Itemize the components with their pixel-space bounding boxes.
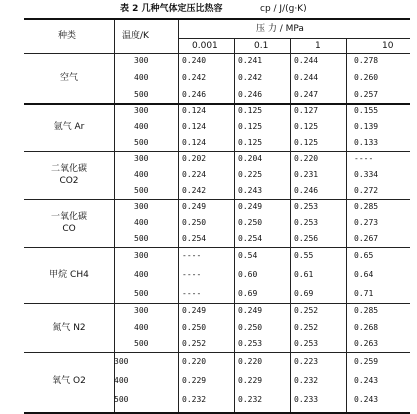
temperature-cell: 500 (114, 395, 129, 405)
column-rule (290, 38, 291, 412)
value-cell: 0.125 (294, 138, 319, 147)
value-cell: 0.254 (238, 234, 263, 243)
temperature-cell: 300 (134, 56, 149, 66)
value-cell: 0.223 (294, 356, 319, 366)
value-cell: 0.224 (182, 170, 207, 179)
value-cell: 0.244 (294, 56, 319, 66)
temperature-cell: 500 (134, 338, 149, 348)
value-cell: ---- (354, 154, 374, 163)
value-cell: 0.249 (238, 202, 263, 211)
value-cell: 0.253 (294, 218, 319, 227)
column-rule (178, 20, 179, 412)
value-cell: 0.246 (294, 186, 319, 195)
temperature-cell: 400 (134, 322, 149, 332)
value-cell: 0.64 (354, 270, 374, 279)
value-cell: 0.242 (182, 186, 207, 195)
value-cell: 0.242 (238, 73, 263, 82)
value-cell: 0.220 (238, 356, 263, 366)
gas-name: 二氧化碳 (50, 164, 87, 174)
value-cell: 0.133 (354, 138, 379, 147)
value-cell: 0.252 (294, 306, 319, 316)
value-cell: 0.125 (238, 106, 263, 115)
value-cell: 0.253 (294, 202, 319, 211)
temperature-cell: 300 (134, 106, 149, 115)
value-cell: 0.259 (354, 356, 379, 366)
temperature-cell: 300 (134, 154, 149, 163)
gas-name: CO (62, 224, 76, 234)
group-rule (24, 103, 410, 105)
header-pressure: 压 力 / MPa (256, 24, 304, 34)
value-cell: 0.243 (354, 376, 379, 385)
gas-name: 甲烷 CH4 (49, 270, 89, 280)
temperature-cell: 400 (134, 270, 149, 279)
value-cell: 0.231 (294, 170, 319, 179)
gas-name: 一氧化碳 (50, 212, 87, 222)
value-cell: 0.127 (294, 106, 319, 115)
value-cell: 0.60 (238, 270, 258, 279)
value-cell: 0.229 (182, 376, 207, 385)
value-cell: ---- (182, 270, 202, 279)
temperature-cell: 300 (134, 202, 149, 211)
value-cell: 0.71 (354, 288, 374, 298)
value-cell: 0.273 (354, 218, 379, 227)
value-cell: 0.243 (238, 186, 263, 195)
value-cell: 0.220 (182, 356, 207, 366)
value-cell: 0.250 (238, 322, 263, 332)
value-cell: 0.125 (294, 122, 319, 131)
header-pressure-value: 0.1 (254, 41, 269, 51)
temperature-cell: 400 (134, 218, 149, 227)
value-cell: 0.124 (182, 122, 207, 131)
value-cell: 0.232 (294, 376, 319, 385)
table-title: 表 2 几种气体定压比热容 (120, 4, 223, 14)
value-cell: 0.247 (294, 89, 319, 99)
value-cell: 0.55 (294, 251, 314, 261)
temperature-cell: 300 (134, 306, 149, 316)
value-cell: 0.246 (182, 89, 207, 99)
value-cell: 0.242 (182, 73, 207, 82)
value-cell: 0.253 (238, 338, 263, 348)
value-cell: 0.54 (238, 251, 258, 261)
value-cell: 0.256 (294, 234, 319, 243)
value-cell: 0.260 (354, 73, 379, 82)
header-gas: 种类 (58, 31, 77, 41)
header-pressure-value: 1 (315, 41, 321, 51)
specific-heat-table (24, 18, 410, 414)
value-cell: 0.263 (354, 338, 379, 348)
value-cell: 0.249 (182, 306, 207, 316)
gas-name: 氮气 N2 (52, 322, 86, 333)
header-temperature: 温度/K (122, 31, 149, 41)
value-cell: 0.285 (354, 202, 379, 211)
value-cell: 0.65 (354, 251, 374, 261)
group-rule (24, 151, 410, 152)
value-cell: 0.69 (294, 288, 314, 298)
value-cell: ---- (182, 251, 202, 261)
group-rule (24, 247, 410, 248)
header-pressure-value: 0.001 (192, 41, 218, 51)
temperature-cell: 400 (134, 170, 149, 179)
value-cell: 0.278 (354, 56, 379, 66)
header-rule (178, 38, 410, 39)
table-unit: cp / J/(g·K) (260, 4, 307, 14)
value-cell: 0.250 (182, 322, 207, 332)
value-cell: 0.229 (238, 376, 263, 385)
value-cell: 0.232 (238, 395, 263, 405)
group-rule (24, 303, 410, 304)
value-cell: 0.69 (238, 288, 258, 298)
gas-name: 氧气 O2 (52, 376, 86, 386)
temperature-cell: 400 (114, 376, 129, 385)
value-cell: 0.125 (238, 138, 263, 147)
value-cell: 0.220 (294, 154, 319, 163)
value-cell: 0.243 (354, 395, 379, 405)
value-cell: 0.232 (182, 395, 207, 405)
value-cell: 0.267 (354, 234, 379, 243)
value-cell: 0.204 (238, 154, 263, 163)
value-cell: 0.257 (354, 89, 379, 99)
value-cell: 0.285 (354, 306, 379, 316)
value-cell: ---- (182, 288, 202, 298)
temperature-cell: 400 (134, 73, 149, 82)
temperature-cell: 300 (134, 251, 149, 261)
value-cell: 0.334 (354, 170, 379, 179)
column-rule (114, 20, 115, 412)
value-cell: 0.240 (182, 56, 207, 66)
value-cell: 0.268 (354, 322, 379, 332)
column-rule (346, 38, 347, 412)
value-cell: 0.241 (238, 56, 263, 66)
value-cell: 0.155 (354, 106, 379, 115)
value-cell: 0.124 (182, 138, 207, 147)
temperature-cell: 300 (114, 356, 129, 366)
group-rule (24, 199, 410, 200)
value-cell: 0.246 (238, 89, 263, 99)
temperature-cell: 400 (134, 122, 149, 131)
value-cell: 0.254 (182, 234, 207, 243)
value-cell: 0.202 (182, 154, 207, 163)
group-rule (24, 352, 410, 353)
temperature-cell: 500 (134, 89, 149, 99)
value-cell: 0.253 (294, 338, 319, 348)
temperature-cell: 500 (134, 186, 149, 195)
value-cell: 0.252 (294, 322, 319, 332)
value-cell: 0.225 (238, 170, 263, 179)
gas-name: 氩气 Ar (53, 122, 85, 132)
value-cell: 0.124 (182, 106, 207, 115)
temperature-cell: 500 (134, 288, 149, 298)
value-cell: 0.139 (354, 122, 379, 131)
value-cell: 0.249 (238, 306, 263, 316)
value-cell: 0.249 (182, 202, 207, 211)
column-rule (234, 38, 235, 412)
value-cell: 0.250 (238, 218, 263, 227)
value-cell: 0.250 (182, 218, 207, 227)
value-cell: 0.244 (294, 73, 319, 82)
gas-name: CO2 (59, 176, 79, 186)
value-cell: 0.125 (238, 122, 263, 131)
temperature-cell: 500 (134, 234, 149, 243)
header-pressure-value: 10 (382, 41, 394, 51)
value-cell: 0.272 (354, 186, 379, 195)
gas-name: 空气 (59, 73, 78, 83)
header-rule (24, 53, 410, 54)
value-cell: 0.233 (294, 395, 319, 405)
value-cell: 0.61 (294, 270, 314, 279)
temperature-cell: 500 (134, 138, 149, 147)
value-cell: 0.252 (182, 338, 207, 348)
table-caption (0, 2, 417, 16)
